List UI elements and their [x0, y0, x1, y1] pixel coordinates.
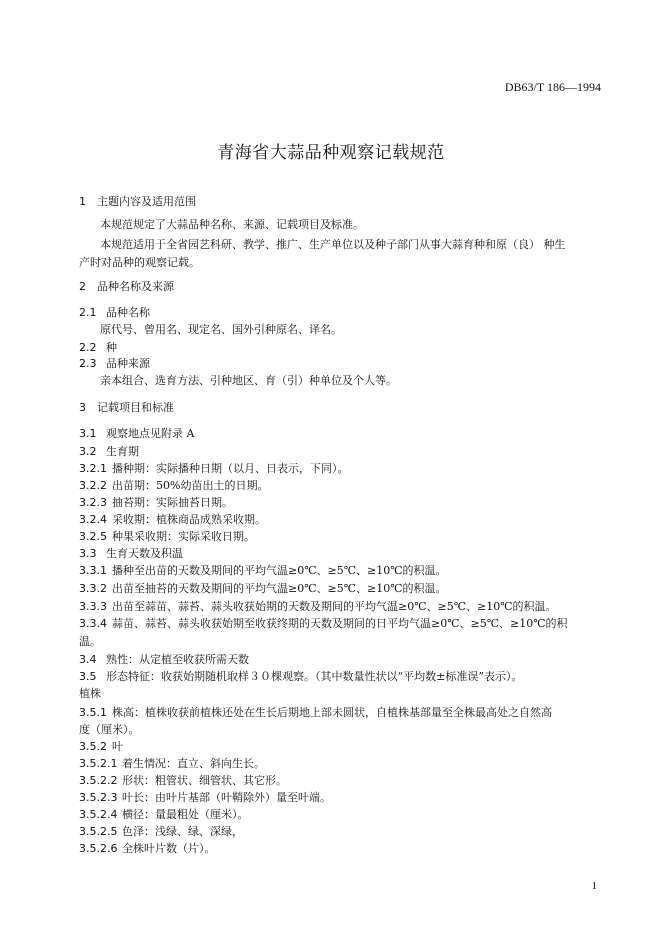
- section-heading: [79, 401, 174, 415]
- line-text: 原代号、曾用名、现定名、国外引种原名、译名。: [100, 323, 342, 336]
- paragraph-line: [100, 323, 342, 337]
- paragraph-line: [79, 256, 200, 270]
- section-heading: [79, 357, 150, 371]
- section-number: 2.3: [79, 357, 97, 370]
- doc-code: DB63/T 186—1994: [504, 80, 601, 94]
- line-text: 记载项目和标准: [97, 401, 174, 414]
- section-number: 3.2.2: [79, 479, 107, 492]
- section-number: 3: [79, 401, 86, 414]
- section-number: 3.3.4: [79, 617, 107, 630]
- section-heading: [79, 341, 117, 355]
- section-number: 2.2: [79, 341, 97, 354]
- paragraph-line: [79, 670, 522, 684]
- line-text: 生育期: [106, 445, 139, 458]
- paragraph-line: [79, 530, 255, 544]
- line-text: 横径：量最粗处（厘米）。: [122, 808, 249, 821]
- page-number: 1: [591, 880, 597, 892]
- line-text: 本规范适用于全省园艺科研、教学、推广、生产单位以及种子部门从事大蒜育种和原（良） 种生: [100, 238, 566, 251]
- paragraph-line: [79, 653, 249, 667]
- line-text: 株高：植株收获前植株还处在生长后期地上部未圆状，自植株基部量至全株最高处之自然高: [112, 706, 552, 719]
- paragraph-line: [79, 791, 331, 805]
- line-text: 品种名称及来源: [97, 280, 174, 293]
- paragraph-line: [79, 479, 268, 493]
- section-number: 3.2.1: [79, 462, 107, 475]
- section-number: 3.4: [79, 653, 97, 666]
- section-heading: [79, 445, 139, 459]
- paragraph-line: [100, 238, 566, 252]
- paragraph-line: [79, 706, 552, 720]
- paragraph-line: [79, 427, 194, 441]
- line-text: 种果采收期：实际采收日期。: [112, 530, 255, 543]
- line-text: 温。: [79, 635, 101, 648]
- line-text: 出苗至蒜苗、蒜苔、蒜头收获始期的天数及期间的平均气温≥0℃、≥5℃、≥10℃的积温。: [112, 600, 557, 613]
- section-number: 3.1: [79, 427, 97, 440]
- section-heading: [79, 306, 150, 320]
- section-number: 3.2.3: [79, 496, 107, 509]
- line-text: 出苗期：50%幼苗出土的日期。: [112, 479, 269, 492]
- line-text: 产时对品种的观察记载。: [79, 256, 200, 269]
- paragraph-line: [79, 842, 216, 856]
- section-number: 3.3.3: [79, 600, 107, 613]
- section-number: 3.3.1: [79, 564, 107, 577]
- line-text: 度（厘米）。: [79, 723, 140, 736]
- line-text: 形状：粗管状、细管状、其它形。: [122, 774, 287, 787]
- line-text: 蒜苗、蒜苔、蒜头收获始期至收获终期的天数及期间的日平均气温≥0℃、≥5℃、≥10℃的积: [112, 617, 568, 630]
- line-text: 色泽：浅绿、绿、深绿，: [122, 825, 243, 838]
- paragraph-line: [79, 600, 557, 614]
- line-text: 叶长：由叶片基部（叶鞘除外）量至叶端。: [122, 791, 331, 804]
- section-number: 3.3.2: [79, 582, 107, 595]
- paragraph-line: [79, 774, 287, 788]
- line-text: 本规范规定了大蒜品种名称、来源、记载项目及标准。: [100, 218, 364, 231]
- line-text: 生育天数及积温: [106, 547, 183, 560]
- section-number: 3.5.2.2: [79, 774, 118, 787]
- paragraph-line: [100, 374, 397, 388]
- section-number: 3.5.1: [79, 706, 107, 719]
- page-title: 青海省大蒜品种观察记载规范: [217, 143, 445, 163]
- paragraph-line: [79, 564, 447, 578]
- paragraph-line: [79, 757, 265, 771]
- section-number: 3.5.2.5: [79, 825, 118, 838]
- paragraph-line: [79, 825, 243, 839]
- section-number: 3.5.2.1: [79, 757, 118, 770]
- section-heading: [79, 195, 196, 209]
- section-heading: [79, 280, 174, 294]
- line-text: 观察地点见附录 A: [106, 427, 195, 440]
- section-number: 3.5.2: [79, 740, 107, 753]
- line-text: 着生情况：直立、斜向生长。: [122, 757, 265, 770]
- paragraph-line: [79, 496, 233, 510]
- line-text: 品种来源: [106, 357, 150, 370]
- paragraph-line: [79, 723, 140, 737]
- line-text: 全株叶片数（片）。: [122, 842, 216, 855]
- paragraph-line: [79, 808, 249, 822]
- section-number: 2: [79, 280, 86, 293]
- line-text: 播种至出苗的天数及期间的平均气温≥0℃、≥5℃、≥10℃的积温。: [112, 564, 447, 577]
- section-number: 3.2.4: [79, 513, 107, 526]
- paragraph-line: [79, 635, 101, 649]
- line-text: 采收期：植株商品成熟采收期。: [112, 513, 266, 526]
- line-text: 亲本组合、选育方法、引种地区、育（引）种单位及个人等。: [100, 374, 397, 387]
- line-text: 植株: [79, 687, 101, 700]
- line-text: 抽苔期：实际抽苔日期。: [112, 496, 233, 509]
- paragraph-line: [79, 513, 266, 527]
- section-number: 3.5.2.3: [79, 791, 118, 804]
- line-text: 主题内容及适用范围: [97, 195, 196, 208]
- line-text: 叶: [112, 740, 123, 753]
- paragraph-line: [79, 687, 101, 701]
- section-number: 3.5.2.4: [79, 808, 118, 821]
- paragraph-line: [79, 617, 568, 631]
- paragraph-line: [79, 582, 447, 596]
- section-number: 3.3: [79, 547, 97, 560]
- line-text: 出苗至抽苔的天数及期间的平均气温≥0℃、≥5℃、≥10℃的积温。: [112, 582, 447, 595]
- section-number: 2.1: [79, 306, 97, 319]
- section-number: 3.2.5: [79, 530, 107, 543]
- section-number: 3.2: [79, 445, 97, 458]
- section-heading: [79, 547, 183, 561]
- line-text: 播种期：实际播种日期（以月、日表示，下同）。: [112, 462, 349, 475]
- line-text: 种: [106, 341, 117, 354]
- paragraph-line: [100, 218, 364, 232]
- section-heading: [79, 740, 123, 754]
- paragraph-line: [79, 462, 349, 476]
- line-text: 品种名称: [106, 306, 150, 319]
- section-number: 1: [79, 195, 86, 208]
- line-text: 熟性：从定植至收获所需天数: [106, 653, 249, 666]
- section-number: 3.5.2.6: [79, 842, 118, 855]
- section-number: 3.5: [79, 670, 97, 683]
- line-text: 形态特征：收获始期随机取样３０棵观察。（其中数量性状以“平均数±标准误”表示）。: [106, 670, 523, 683]
